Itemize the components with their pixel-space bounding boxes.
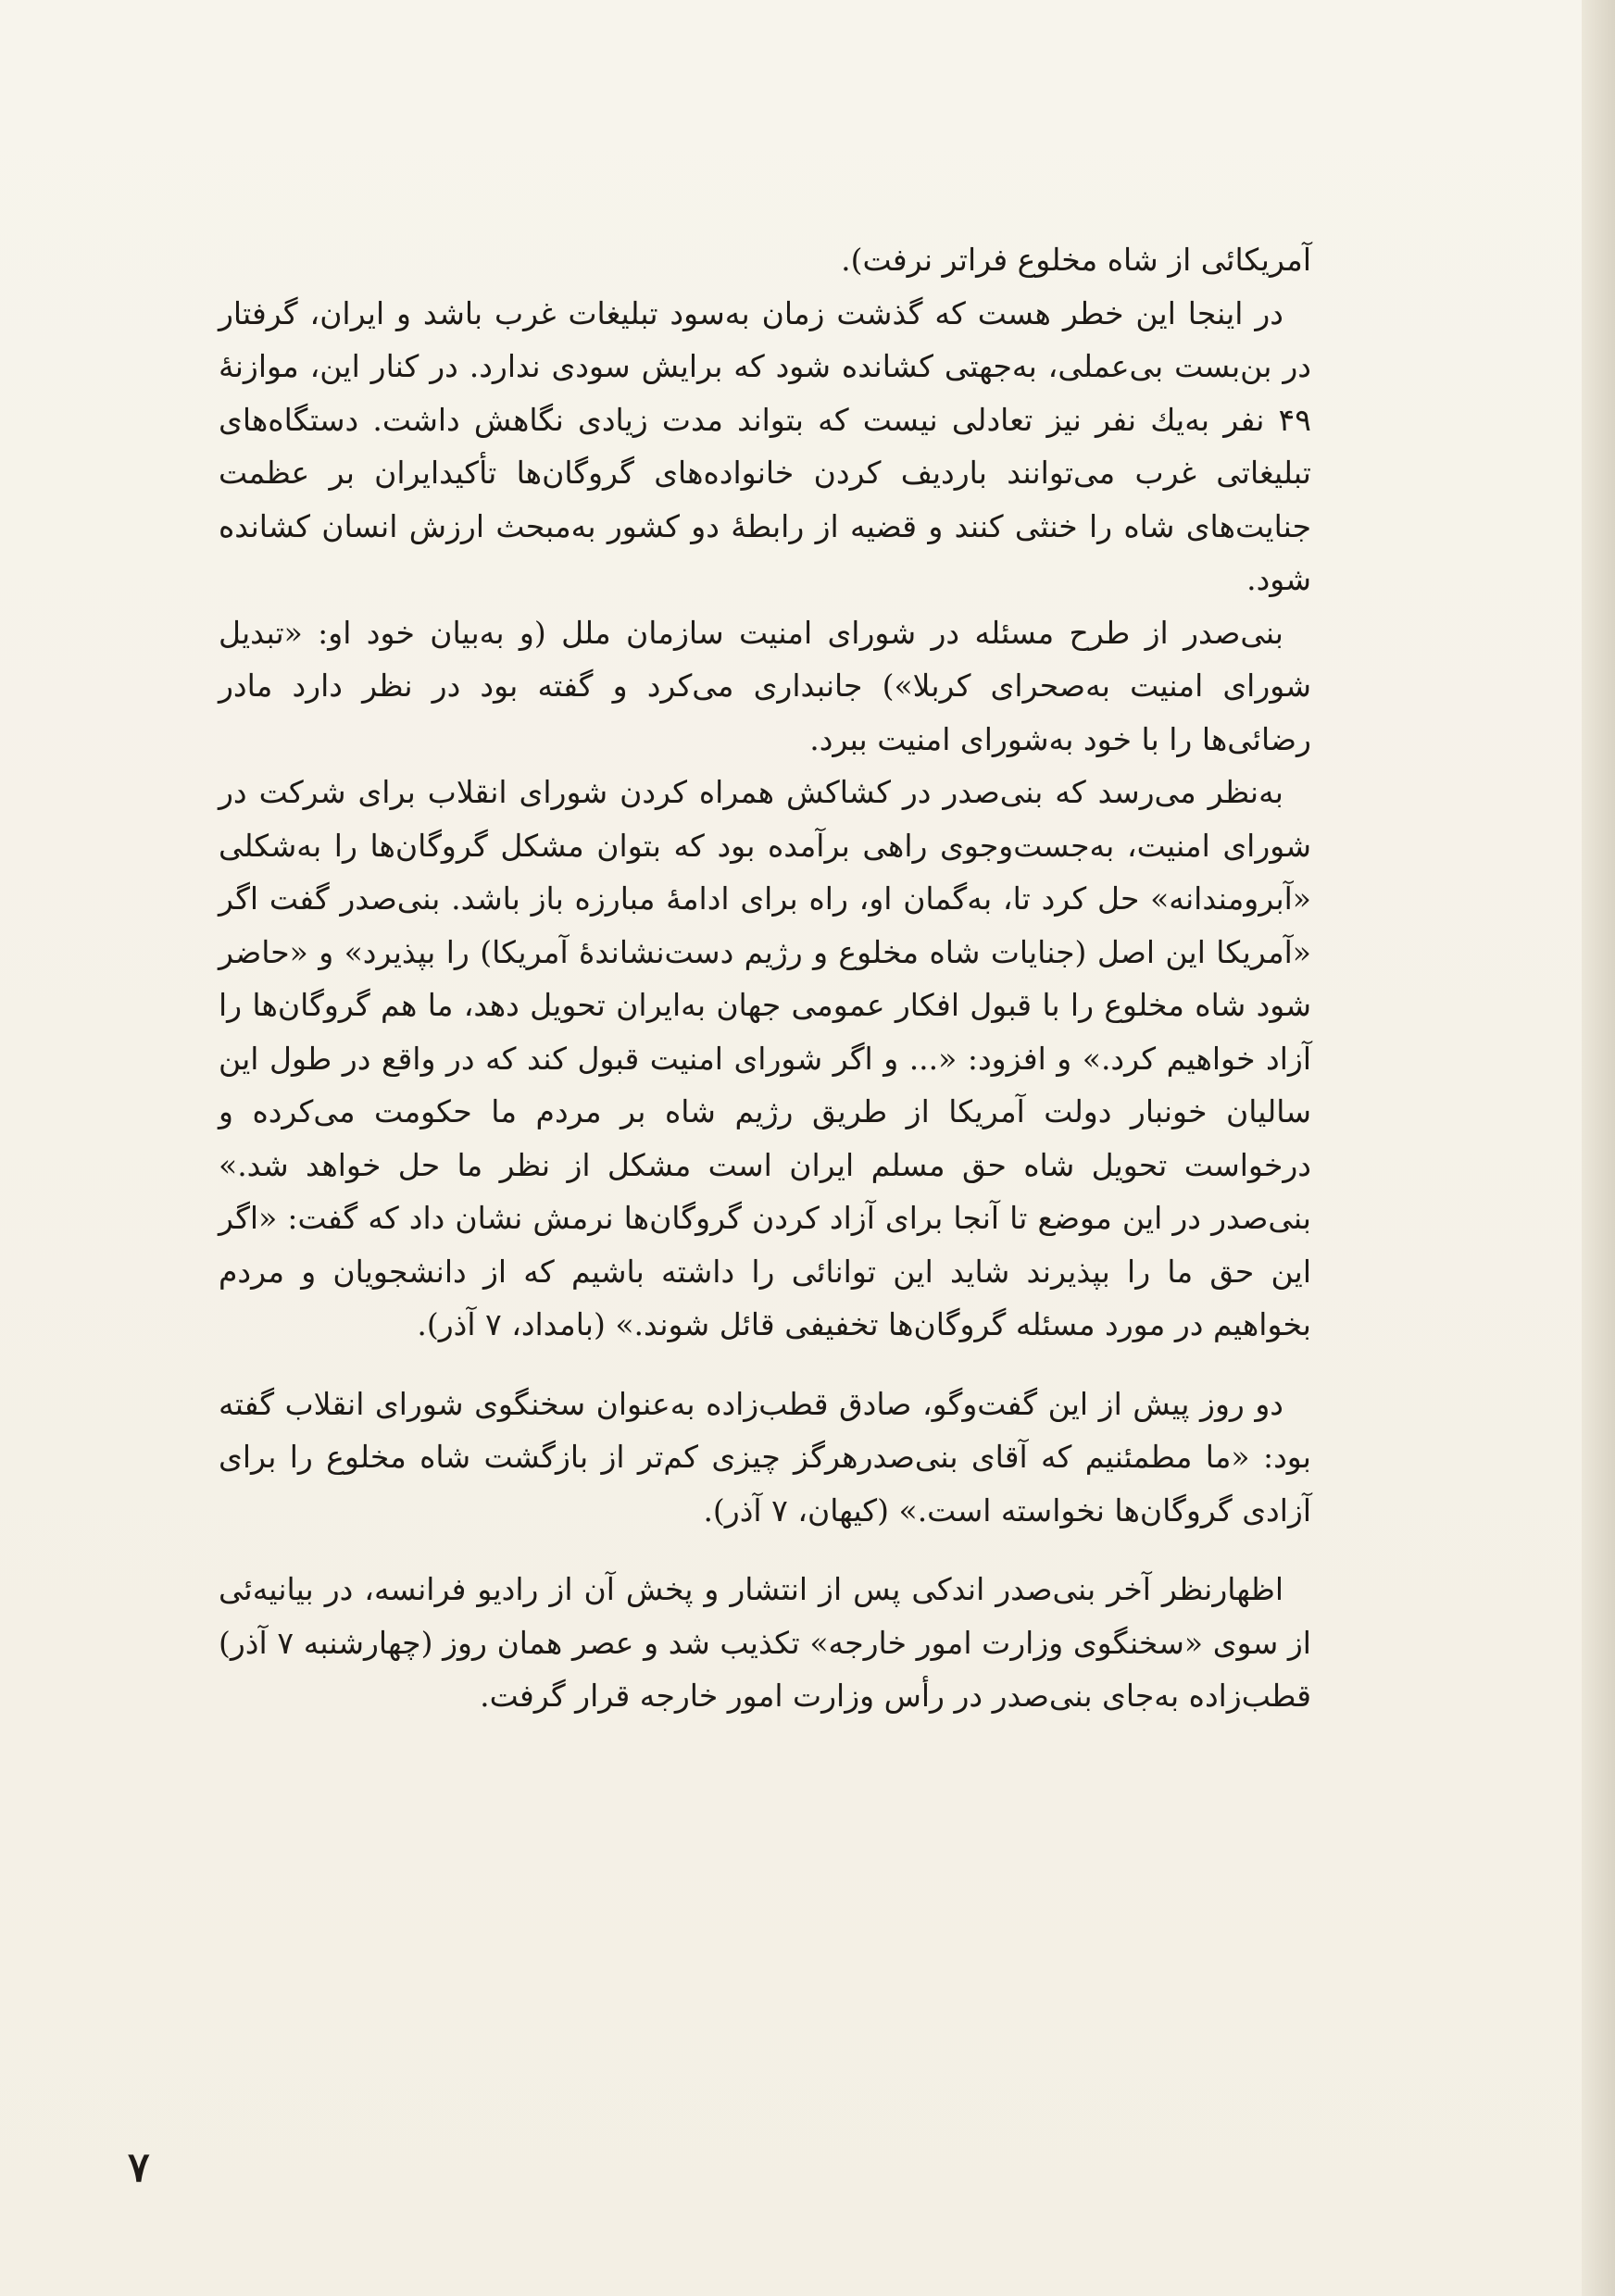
paragraph-4: به‌نظر می‌رسد که بنی‌صدر در کشاکش همراه کردن شورای انقلاب برای شرکت در شورای امنیت، به‌جست‌وجوی راهی برآمده بود که بتوان مشکل گروگان‌ها را به‌شکلی «آبرومندانه» حل کرد تا، به‌گمان او، راه برای ادامهٔ مبارزه باز باشد. بنی‌صدر گفت اگر «آمریکا این اصل (جنایات شاه مخلوع و رژیم دست‌نشاندهٔ آمریکا) را بپذیرد» و «حاضر شود شاه مخلوع را با قبول افکار عمومی جهان به‌ایران تحویل دهد، ما هم گروگان‌ها را آزاد خواهیم کرد.» و افزود: «... و اگر شورای امنیت قبول کند که در واقع در طول این سالیان خونبار دولت آمریکا از طریق رژیم شاه بر مردم ما حکومت می‌کرده و درخواست تحویل شاه حق مسلم ایران است مشکل از نظر ما حل خواهد شد.» بنی‌صدر در این موضع تا آنجا برای آزاد کردن گروگان‌ها نرمش نشان داد که گفت: «اگر این حق ما را بپذیرند شاید این توانائی را داشته باشیم که از دانشجویان و مردم بخواهیم در مورد مسئله گروگان‌ها تخفیفی قائل شوند.» (بامداد، ۷ آذر). bbox=[219, 774, 1311, 1342]
paragraph-6: اظهارنظر آخر بنی‌صدر اندکی پس از انتشار و پخش آن از رادیو فرانسه، در بیانیه‌ئی از سوی «سخنگوی وزارت امور خارجه» تکذیب شد و عصر همان روز (چهارشنبه ۷ آذر) قطب‌زاده به‌جای بنی‌صدر در رأس وزارت امور خارجه قرار گرفت. bbox=[219, 1571, 1311, 1714]
page-number: ۷ bbox=[128, 2144, 150, 2191]
paragraph-3: بنی‌صدر از طرح مسئله در شورای امنیت سازمان ملل (و به‌بیان خود او: «تبدیل شورای امنیت به‌صحرای کربلا») جانبداری می‌کرد و گفته بود در نظر دارد مادر رضائی‌ها را با خود به‌شورای امنیت ببرد. bbox=[219, 614, 1311, 757]
paragraph-5: دو روز پیش از این گفت‌وگو، صادق قطب‌زاده به‌عنوان سخنگوی شورای انقلاب گفته بود: «ما مطمئنیم که آقای بنی‌صدرهرگز چیزی کم‌تر از بازگشت شاه مخلوع را برای آزادی گروگان‌ها نخواسته است.» (کیهان، ۷ آذر). bbox=[219, 1385, 1311, 1529]
page-edge bbox=[1582, 0, 1615, 2296]
body-text bbox=[219, 233, 1311, 1723]
paragraph-1: آمریکائی از شاه مخلوع فراتر نرفت). bbox=[841, 242, 1311, 278]
paragraph-2: در اینجا این خطر هست که گذشت زمان به‌سود تبلیغات غرب باشد و ایران، گرفتار در بن‌بست بی‌عملی، به‌جهتی کشانده شود که برایش سودی ندارد. در کنار این، موازنهٔ ۴۹ نفر به‌یك نفر نیز تعادلی نیست که بتواند مدت زیادی نگاهش داشت. دستگاه‌های تبلیغاتی غرب می‌توانند باردیف کردن خانواده‌های گروگان‌ها تأکیدایران بر عظمت جنایت‌های شاه را خنثی کنند و قضیه از رابطهٔ دو کشور به‌مبحث ارزش انسان کشانده شود. bbox=[219, 294, 1311, 597]
